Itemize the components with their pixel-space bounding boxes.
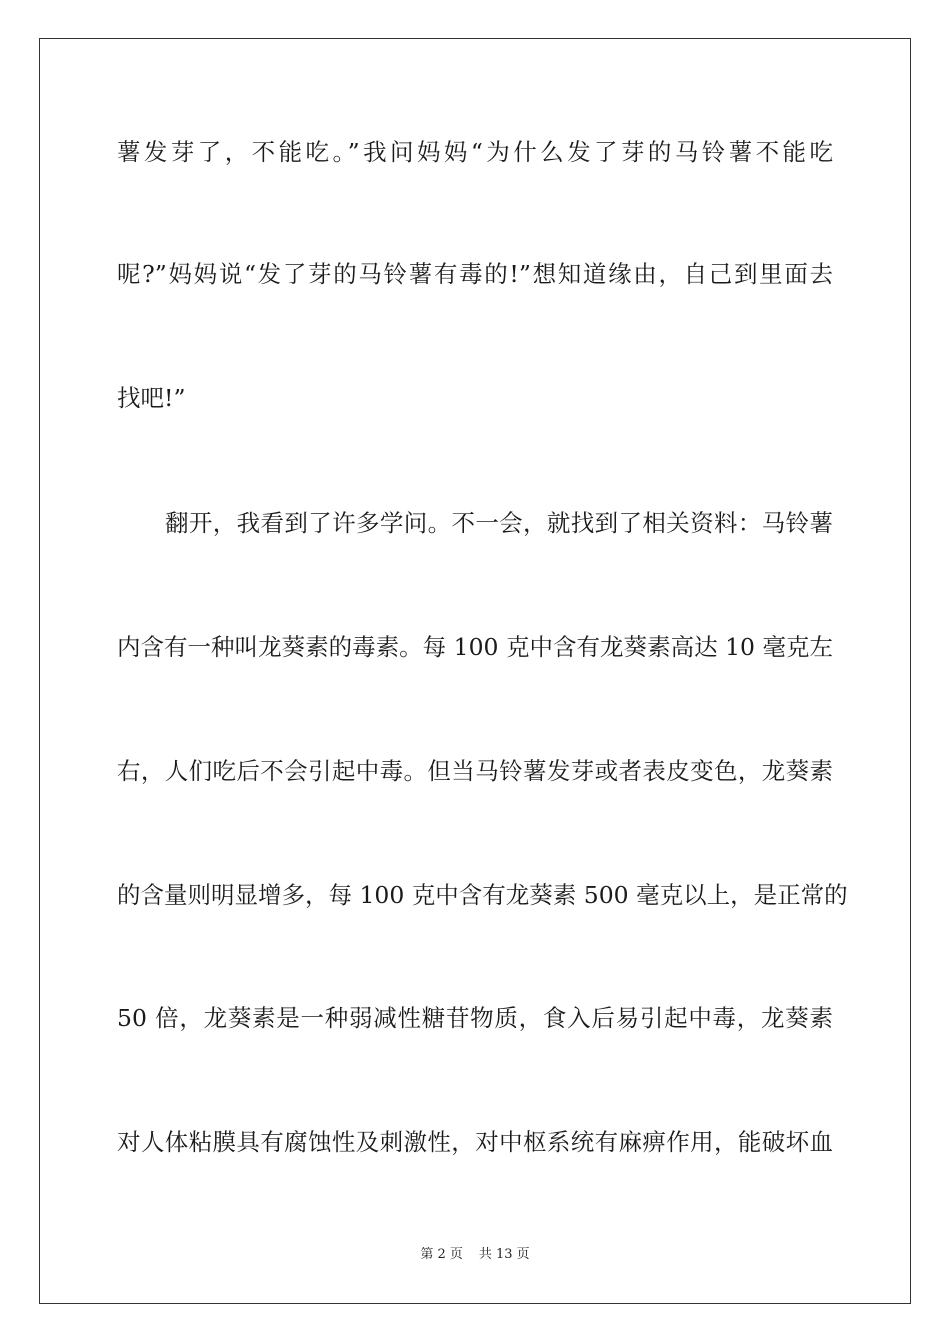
body-text-line: 薯发芽了，不能吃。”我问妈妈“为什么发了芽的马铃薯不能吃	[117, 138, 833, 166]
body-text-line: 对人体粘膜具有腐蚀性及刺激性，对中枢系统有麻痹作用，能破坏血	[117, 1128, 833, 1156]
paragraph-first-line: 翻开，我看到了许多学问。不一会，就找到了相关资料：马铃薯	[165, 509, 833, 537]
page-total: 共 13 页	[478, 1247, 530, 1262]
body-text-line: 右，人们吃后不会引起中毒。但当马铃薯发芽或者表皮变色，龙葵素	[117, 757, 833, 785]
body-text-line: 50 倍，龙葵素是一种弱减性糖苷物质，食入后易引起中毒，龙葵素	[117, 1004, 833, 1032]
page-footer	[0, 1246, 950, 1264]
body-text-line: 的含量则明显增多，每 100 克中含有龙葵素 500 毫克以上，是正常的	[117, 881, 848, 909]
body-text-line: 找吧!”	[117, 384, 186, 412]
page-number: 第 2 页	[420, 1247, 463, 1262]
page-border	[39, 38, 911, 1304]
body-text-line: 内含有一种叫龙葵素的毒素。每 100 克中含有龙葵素高达 10 毫克左	[117, 633, 833, 661]
body-text-line: 呢?”妈妈说“发了芽的马铃薯有毒的!”想知道缘由，自己到里面去	[117, 260, 833, 288]
